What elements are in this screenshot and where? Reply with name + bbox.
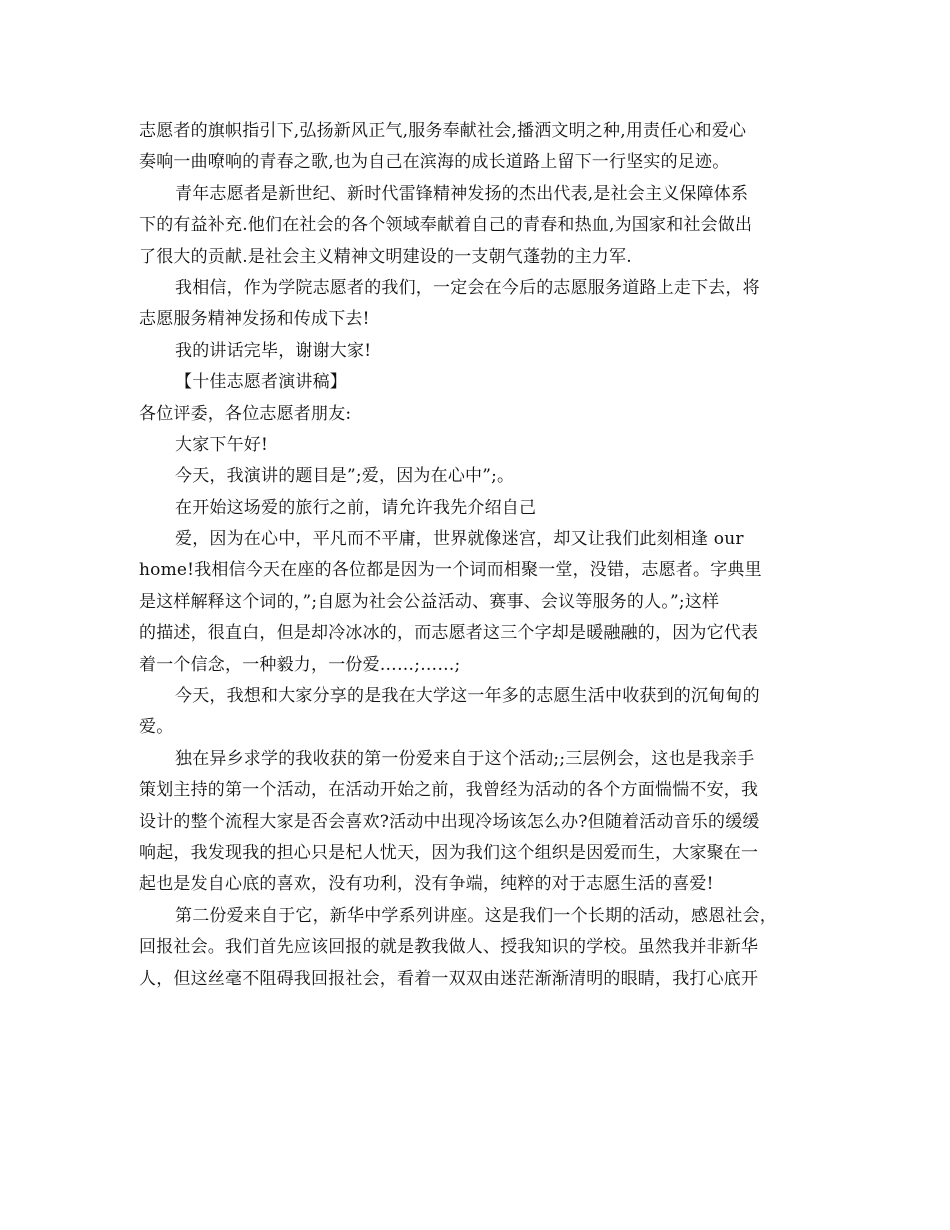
text-line: 响起，我发现我的担心只是杞人忧天，因为我们这个组织是因爱而生，大家聚在一 xyxy=(139,842,759,863)
text-line: 回报社会。我们首先应该回报的就是教我做人、授我知识的学校。虽然我并非新华 xyxy=(139,937,759,958)
text-line: 策划主持的第一个活动，在活动开始之前，我曾经为活动的各个方面惴惴不安，我 xyxy=(139,780,759,801)
salutation: 各位评委，各位志愿者朋友: xyxy=(139,403,352,424)
text-line: 爱。 xyxy=(139,717,174,738)
text-line: 的描述，很直白，但是却冷冰冰的，而志愿者这三个字却是暖融融的，因为它代表 xyxy=(139,623,759,644)
section-title: 【十佳志愿者演讲稿】 xyxy=(175,372,347,393)
paragraph-start: 我相信，作为学院志愿者的我们，一定会在今后的志愿服务道路上走下去，将 xyxy=(175,277,760,298)
text-line: 志愿服务精神发扬和传成下去! xyxy=(139,309,370,330)
text-line: 是这样解释这个词的，”;自愿为社会公益活动、赛事、会议等服务的人。”;这样 xyxy=(139,591,720,612)
text-line: 着一个信念，一种毅力，一份爱……;……; xyxy=(139,654,461,675)
text-line: 起也是发自心底的喜欢，没有功利，没有争端，纯粹的对于志愿生活的喜爱! xyxy=(139,874,714,895)
paragraph-start: 今天，我想和大家分享的是我在大学这一年多的志愿生活中收获到的沉甸甸的 xyxy=(175,686,760,707)
text-line: 志愿者的旗帜指引下,弘扬新风正气,服务奉献社会,播洒文明之种,用责任心和爱心 xyxy=(139,121,747,141)
text-line: 人，但这丝毫不阻碍我回报社会，看着一双双由迷茫渐渐清明的眼睛，我打心底开 xyxy=(139,968,759,989)
text-line: 设计的整个流程大家是否会喜欢?活动中出现冷场该怎么办?但随着活动音乐的缓缓 xyxy=(139,811,760,832)
paragraph-start: 在开始这场爱的旅行之前，请允许我先介绍自己 xyxy=(175,497,537,518)
document-body xyxy=(139,116,815,995)
paragraph-start: 独在异乡求学的我收获的第一份爱来自于这个活动;;三层例会，这也是我亲手 xyxy=(175,748,755,769)
paragraph-start: 青年志愿者是新世纪、新时代雷锋精神发扬的杰出代表,是社会主义保障体系 xyxy=(175,183,749,204)
text-line: home!我相信今天在座的各位都是因为一个词而相聚一堂，没错，志愿者。字典里 xyxy=(139,560,762,581)
text-line: 奏响一曲嘹响的青春之歌,也为自己在滨海的成长道路上留下一行坚实的足迹。 xyxy=(139,152,730,173)
closing-line: 我的讲话完毕，谢谢大家! xyxy=(175,340,372,361)
paragraph-start: 第二份爱来自于它，新华中学系列讲座。这是我们一个长期的活动，感恩社会， xyxy=(175,905,777,926)
speech-topic: 今天，我演讲的题目是”;爱，因为在心中”;。 xyxy=(175,466,515,487)
greeting: 大家下午好! xyxy=(175,434,269,455)
text-line: 下的有益补充.他们在社会的各个领域奉献着自己的青春和热血,为国家和社会做出 xyxy=(139,215,753,236)
paragraph-start: 爱，因为在心中，平凡而不平庸，世界就像迷宫，却又让我们此刻相逢 our xyxy=(175,529,744,550)
text-line: 了很大的贡献.是社会主义精神文明建设的一支朝气蓬勃的主力军. xyxy=(139,246,632,267)
